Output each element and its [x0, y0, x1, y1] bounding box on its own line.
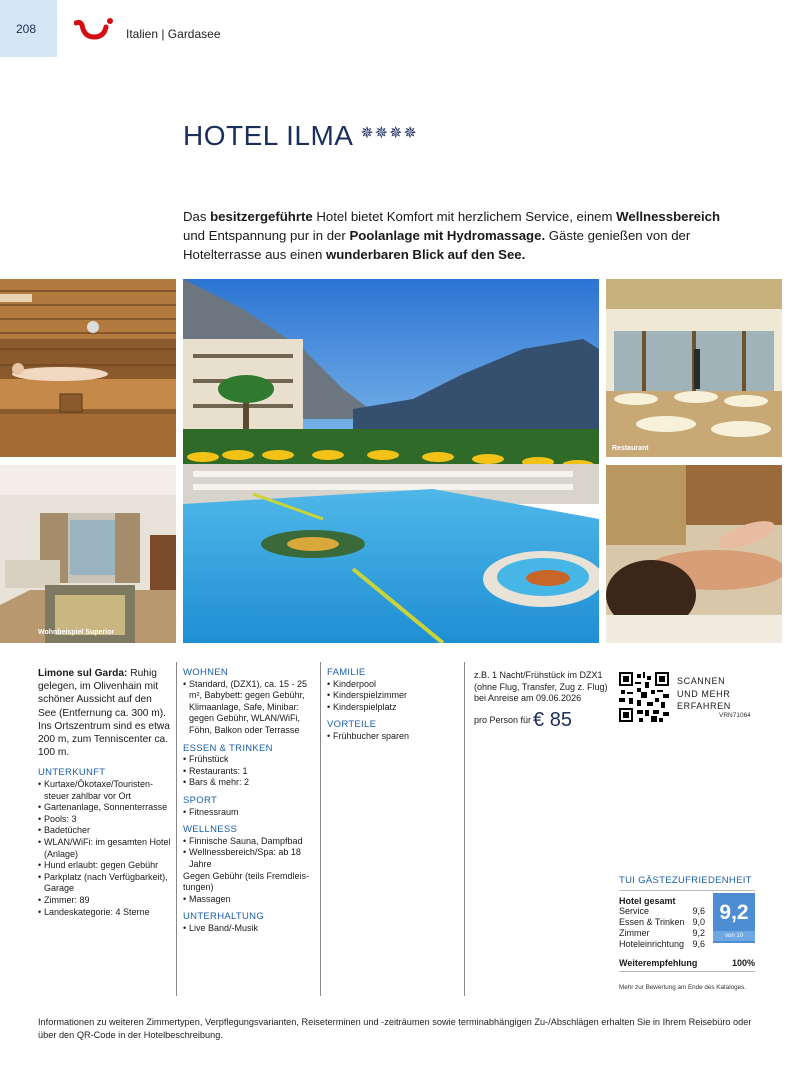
- essen-list: [183, 754, 315, 789]
- wohnen-heading: WOHNEN: [183, 667, 229, 678]
- rating-value: 9,0: [692, 917, 705, 927]
- unterkunft-heading: UNTERKUNFT: [38, 767, 106, 779]
- list-item: • Kurtaxe/Ökotaxe/Touristen-: [38, 779, 172, 791]
- unterhaltung-list: [183, 923, 315, 935]
- list-item-cont: steuer zahlbar vor Ort: [44, 790, 132, 801]
- rating-note: Mehr zur Bewertung am Ende des Kataloges.: [619, 984, 747, 991]
- rating-label: Essen & Trinken: [619, 917, 685, 927]
- intro-seg: und Entspannung pur in der: [183, 228, 350, 243]
- list-item: • Kinderspielzimmer: [327, 690, 459, 702]
- vorteile-list: [327, 731, 459, 743]
- scan-line-2: UND MEHR: [677, 688, 731, 699]
- list-item: • Gartenanlage, Sonnenterrasse: [38, 802, 172, 814]
- location-desc: Ruhig gelegen, im Olivenhain mit schöner Aussicht auf den See (Entfernung ca. 300 m). Ins Ortszentrum sind es etwa 200 m, zum Tenniscenter ca. 100 m.: [38, 668, 170, 759]
- recommend-value: 100%: [731, 958, 755, 968]
- column-divider: [320, 662, 321, 996]
- wellness-heading: WELLNESS: [183, 824, 238, 836]
- score-value: 9,2: [719, 901, 749, 924]
- amenities-column: [183, 667, 315, 934]
- list-item: • Zimmer: 89: [38, 895, 172, 907]
- list-item-cont: Garage: [44, 883, 75, 894]
- vorteile-heading: VORTEILE: [327, 719, 377, 731]
- list-item-cont: (Anlage): [44, 848, 79, 859]
- list-item: • Frühbucher sparen: [327, 731, 459, 743]
- list-item: • Pools: 3: [38, 814, 172, 826]
- list-item: • WLAN/WiFi: im gesamten Hotel: [38, 837, 172, 849]
- rating-row: [619, 928, 705, 939]
- list-item: • Parkplatz (nach Verfügbarkeit),: [38, 872, 172, 884]
- qr-code-icon[interactable]: [619, 672, 669, 722]
- familie-heading: FAMILIE: [327, 667, 366, 678]
- list-item: • Landeskategorie: 4 Sterne: [38, 907, 172, 919]
- rating-row: [619, 906, 705, 917]
- hotel-name: HOTEL ILMA: [183, 120, 352, 151]
- sport-heading: SPORT: [183, 794, 218, 806]
- scan-text: [677, 675, 731, 713]
- footer-note: Informationen zu weiteren Zimmertypen, Verpflegungsvarianten, Reiseterminen und -zeiträumen sowie terminabhängigen Zu-/Abschlägen erhalten Sie in Ihrem Reisebüro oder über den QR-Code in der Hotelbeschreibung.: [38, 1017, 752, 1040]
- page-number: 208: [0, 0, 57, 57]
- list-item: • Wellnessbereich/Spa: ab 18 Jahre: [183, 847, 315, 870]
- price-block: [474, 670, 609, 731]
- rating-value: 9,6: [692, 939, 705, 949]
- breadcrumb: Italien | Gardasee: [126, 27, 221, 41]
- list-item: • Badetücher: [38, 825, 172, 837]
- list-item: • Hund erlaubt: gegen Gebühr: [38, 860, 172, 872]
- price-per-person: pro Person für: [474, 714, 532, 725]
- list-item: • Standard, (DZX1), ca. 15 - 25 m², Babybett: gegen Gebühr, Klimaanlage, Safe, Minibar: gegen Gebühr, WLAN/WiFi, Föhn, Balkon oder Terrasse: [183, 679, 315, 737]
- unterkunft-list: [38, 779, 172, 918]
- intro-seg: Das: [183, 209, 211, 224]
- hotel-title: [183, 120, 418, 152]
- location-place: Limone sul Garda:: [38, 668, 128, 679]
- location-text: [38, 667, 172, 759]
- column-divider: [464, 662, 465, 996]
- rating-label: Hoteleinrichtung: [619, 939, 685, 949]
- restaurant-caption: Restaurant: [612, 445, 649, 452]
- list-item: • Live Band/-Musik: [183, 923, 315, 935]
- intro-bold: Poolanlage mit Hydromassage.: [349, 228, 546, 243]
- rating-label: Service: [619, 906, 650, 916]
- location-column: [38, 667, 172, 918]
- scan-line-1: SCANNEN: [677, 676, 726, 686]
- rating-label: Zimmer: [619, 928, 650, 938]
- rating-value: 9,2: [692, 928, 705, 938]
- score-badge: [713, 893, 755, 943]
- intro-seg: Gäste genießen von der Hotelterrasse aus einen: [183, 228, 691, 262]
- family-column: [327, 667, 459, 743]
- hotel-stars: ✵✵✵✵: [360, 125, 418, 142]
- room-caption: Wohnbeispiel Superior: [38, 629, 115, 636]
- list-item: • Bars & mehr: 2: [183, 777, 315, 789]
- vrn-code: VRN71064: [719, 712, 751, 719]
- intro-seg: Hotel bietet Komfort mit herzlichem Service, einem: [312, 209, 617, 224]
- pool-photo: [183, 279, 599, 643]
- list-item: • Fitnessraum: [183, 807, 315, 819]
- unterhaltung-heading: UNTERHALTUNG: [183, 911, 265, 923]
- price-amount: € 85: [533, 708, 572, 731]
- rating-overall-label: Hotel gesamt: [619, 896, 676, 906]
- wohnen-list: [183, 679, 315, 737]
- list-item: • Kinderpool: [327, 679, 459, 691]
- column-divider: [176, 662, 177, 996]
- tui-logo: [74, 15, 114, 47]
- rating-row: [619, 917, 705, 928]
- rating-heading: TUI GÄSTEZUFRIEDENHEIT: [619, 875, 755, 891]
- room-photo: [0, 465, 176, 643]
- familie-list: [327, 679, 459, 714]
- intro-bold: Wellnessbereich: [616, 209, 720, 224]
- massage-photo: [606, 465, 782, 643]
- list-item: • Frühstück: [183, 754, 315, 766]
- intro-text: [183, 207, 743, 264]
- list-item: • Kinderspielplatz: [327, 702, 459, 714]
- scan-line-3: ERFAHREN: [677, 701, 731, 711]
- sauna-photo: [0, 279, 176, 457]
- guest-rating: [619, 875, 755, 991]
- restaurant-photo: [606, 279, 782, 457]
- score-scale: von 10: [713, 931, 755, 941]
- fee-note: Gegen Gebühr (teils Fremdleistungen): [183, 870, 310, 893]
- rating-row: [619, 939, 705, 950]
- wellness-list: [183, 836, 315, 906]
- price-description: z.B. 1 Nacht/Frühstück im DZX1 (ohne Flug, Transfer, Zug z. Flug) bei Anreise am 09.06.2026: [474, 670, 608, 703]
- sport-list: [183, 807, 315, 819]
- price-row: [474, 708, 609, 731]
- intro-bold: wunderbaren Blick auf den See.: [325, 247, 526, 262]
- rating-value: 9,6: [692, 906, 705, 916]
- list-item: • Restaurants: 1: [183, 766, 315, 778]
- list-item: • Massagen: [183, 894, 315, 906]
- intro-bold: besitzergeführte: [210, 209, 313, 224]
- recommend-label: Weiterempfehlung: [619, 958, 698, 968]
- essen-heading: ESSEN & TRINKEN: [183, 742, 273, 754]
- list-item: • Finnische Sauna, Dampfbad: [183, 836, 315, 848]
- recommend-row: [619, 958, 755, 972]
